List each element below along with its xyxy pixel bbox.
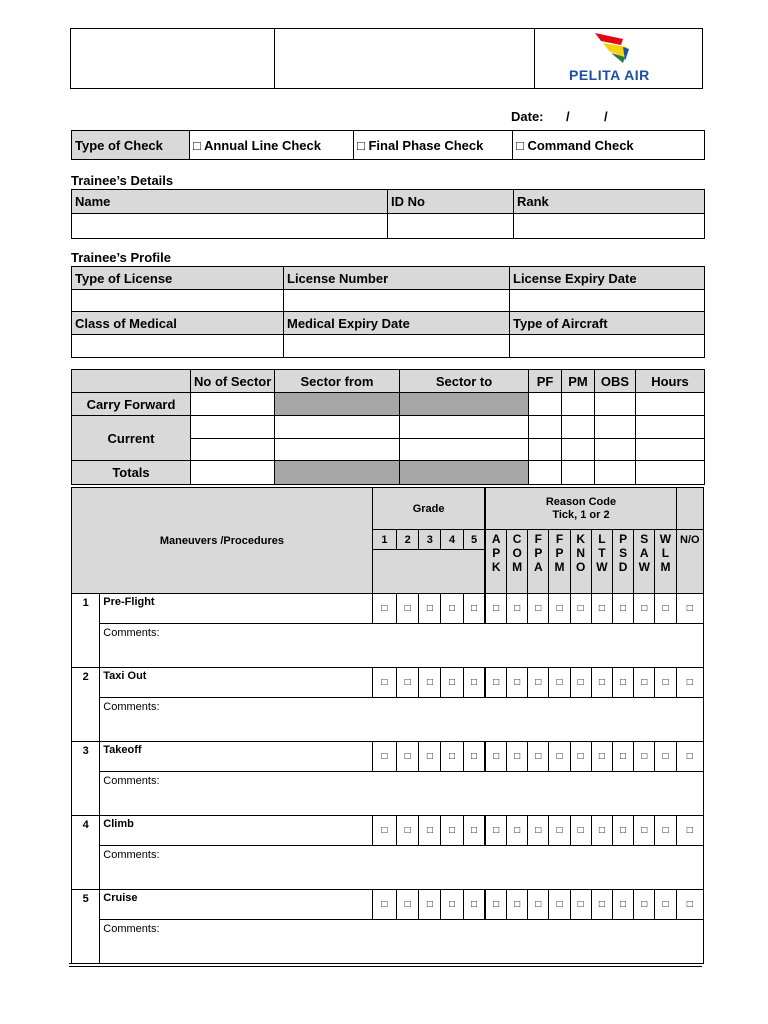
maneuver-checkbox[interactable]: □ bbox=[591, 668, 612, 698]
tot-pf[interactable] bbox=[529, 461, 562, 485]
cf-sector-from-shaded bbox=[275, 393, 400, 416]
comments-field[interactable]: Comments: bbox=[100, 846, 704, 890]
header-class-of-medical: Class of Medical bbox=[72, 312, 284, 335]
trainee-profile-table bbox=[71, 266, 705, 358]
reason-code-letter: F bbox=[555, 532, 564, 546]
maneuver-checkbox[interactable]: □ bbox=[676, 742, 703, 772]
maneuver-checkbox[interactable]: □ bbox=[549, 890, 570, 920]
maneuver-checkbox[interactable]: □ bbox=[463, 594, 485, 624]
maneuver-checkbox[interactable]: □ bbox=[463, 668, 485, 698]
reason-code-letter: P bbox=[534, 546, 543, 560]
cur1-sector-from[interactable] bbox=[275, 416, 400, 439]
reason-code-letter: P bbox=[492, 546, 501, 560]
tot-no-of-sector[interactable] bbox=[191, 461, 275, 485]
maneuver-checkbox[interactable]: □ bbox=[612, 742, 633, 772]
reason-code-letter: A bbox=[533, 560, 543, 574]
maneuver-checkbox[interactable]: □ bbox=[485, 668, 506, 698]
maneuver-checkbox[interactable]: □ bbox=[485, 594, 506, 624]
maneuver-checkbox[interactable]: □ bbox=[549, 816, 570, 846]
reason-code-letter: L bbox=[661, 546, 670, 560]
maneuver-checkbox[interactable]: □ bbox=[528, 816, 549, 846]
cur1-pm[interactable] bbox=[562, 416, 595, 439]
maneuver-checkbox[interactable]: □ bbox=[676, 668, 703, 698]
cur2-pf[interactable] bbox=[529, 439, 562, 461]
maneuver-name: Taxi Out bbox=[100, 668, 373, 698]
reason-code-letter: D bbox=[618, 560, 628, 574]
maneuver-checkbox[interactable]: □ bbox=[634, 890, 655, 920]
maneuver-checkbox[interactable]: □ bbox=[397, 668, 419, 698]
sector-header-pf: PF bbox=[529, 370, 562, 393]
class-of-medical-field[interactable] bbox=[72, 335, 284, 358]
maneuver-checkbox[interactable]: □ bbox=[507, 668, 528, 698]
license-number-field[interactable] bbox=[284, 290, 510, 312]
check-option-command[interactable]: □ Command Check bbox=[513, 131, 705, 160]
reason-code-letter: F bbox=[534, 532, 542, 546]
maneuver-checkbox[interactable]: □ bbox=[612, 594, 633, 624]
grade-title: Grade bbox=[372, 488, 485, 530]
trainee-details-table bbox=[71, 189, 705, 239]
grade-3: 3 bbox=[419, 530, 441, 550]
sector-header-obs: OBS bbox=[595, 370, 636, 393]
reason-code-letter: P bbox=[619, 532, 628, 546]
grade-4: 4 bbox=[441, 530, 463, 550]
maneuver-checkbox[interactable]: □ bbox=[397, 816, 419, 846]
maneuver-checkbox[interactable]: □ bbox=[419, 594, 441, 624]
cf-no-of-sector[interactable] bbox=[191, 393, 275, 416]
header-box bbox=[70, 28, 703, 89]
date-row bbox=[511, 109, 608, 124]
cur1-pf[interactable] bbox=[529, 416, 562, 439]
maneuver-name: Climb bbox=[100, 816, 373, 846]
sector-header-hours: Hours bbox=[636, 370, 705, 393]
maneuver-checkbox[interactable]: □ bbox=[419, 668, 441, 698]
comments-field[interactable]: Comments: bbox=[100, 698, 704, 742]
header-id-no: ID No bbox=[388, 190, 514, 214]
header-medical-expiry: Medical Expiry Date bbox=[284, 312, 510, 335]
check-option-annual[interactable]: □ Annual Line Check bbox=[190, 131, 354, 160]
reason-code-letter: A bbox=[491, 532, 501, 546]
reason-code-letter: M bbox=[554, 560, 565, 574]
header-divider-1 bbox=[274, 29, 275, 88]
reason-code-letter: S bbox=[619, 546, 628, 560]
maneuver-checkbox[interactable]: □ bbox=[591, 816, 612, 846]
maneuver-checkbox[interactable]: □ bbox=[570, 594, 591, 624]
maneuver-number: 5 bbox=[72, 890, 100, 964]
maneuver-checkbox[interactable]: □ bbox=[507, 742, 528, 772]
maneuver-checkbox[interactable]: □ bbox=[612, 890, 633, 920]
maneuver-checkbox[interactable]: □ bbox=[570, 742, 591, 772]
name-field[interactable] bbox=[72, 214, 388, 239]
maneuver-checkbox[interactable]: □ bbox=[372, 742, 396, 772]
maneuver-checkbox[interactable]: □ bbox=[591, 890, 612, 920]
reason-code-letter: W bbox=[638, 560, 650, 574]
maneuver-checkbox[interactable]: □ bbox=[591, 742, 612, 772]
tot-obs[interactable] bbox=[595, 461, 636, 485]
medical-expiry-field[interactable] bbox=[284, 335, 510, 358]
cf-pm[interactable] bbox=[562, 393, 595, 416]
maneuver-checkbox[interactable]: □ bbox=[419, 742, 441, 772]
header-license-expiry: License Expiry Date bbox=[510, 267, 705, 290]
reason-code-letter: M bbox=[512, 560, 523, 574]
date-sep-2: / bbox=[604, 109, 608, 124]
maneuver-number: 4 bbox=[72, 816, 100, 890]
type-of-aircraft-field[interactable] bbox=[510, 335, 705, 358]
cf-hours[interactable] bbox=[636, 393, 705, 416]
sector-header-no-of-sector: No of Sector bbox=[191, 370, 275, 393]
cur1-no-of-sector[interactable] bbox=[191, 416, 275, 439]
maneuver-checkbox[interactable]: □ bbox=[372, 816, 396, 846]
reason-code-letter: T bbox=[598, 546, 606, 560]
footer-rule bbox=[69, 963, 702, 964]
maneuver-checkbox[interactable]: □ bbox=[485, 890, 506, 920]
maneuver-number: 2 bbox=[72, 668, 100, 742]
cf-obs[interactable] bbox=[595, 393, 636, 416]
maneuver-checkbox[interactable]: □ bbox=[507, 816, 528, 846]
reason-code-letter: K bbox=[491, 560, 501, 574]
maneuver-checkbox[interactable]: □ bbox=[397, 742, 419, 772]
maneuver-checkbox[interactable]: □ bbox=[612, 668, 633, 698]
maneuver-checkbox[interactable]: □ bbox=[676, 816, 703, 846]
sectors-table bbox=[71, 369, 705, 485]
reason-code-letter: O bbox=[512, 546, 522, 560]
maneuver-checkbox[interactable]: □ bbox=[507, 890, 528, 920]
maneuver-checkbox[interactable]: □ bbox=[634, 742, 655, 772]
maneuver-checkbox[interactable]: □ bbox=[549, 668, 570, 698]
maneuver-checkbox[interactable]: □ bbox=[485, 742, 506, 772]
cur2-hours[interactable] bbox=[636, 439, 705, 461]
maneuver-checkbox[interactable]: □ bbox=[570, 890, 591, 920]
maneuver-name: Pre-Flight bbox=[100, 594, 373, 624]
header-type-of-license: Type of License bbox=[72, 267, 284, 290]
comments-field[interactable]: Comments: bbox=[100, 772, 704, 816]
maneuver-name: Takeoff bbox=[100, 742, 373, 772]
logo-mark-icon bbox=[561, 31, 681, 65]
maneuver-checkbox[interactable]: □ bbox=[463, 890, 485, 920]
row-carry-forward: Carry Forward bbox=[72, 393, 191, 416]
header-license-number: License Number bbox=[284, 267, 510, 290]
sector-header-from: Sector from bbox=[275, 370, 400, 393]
maneuver-checkbox[interactable]: □ bbox=[441, 742, 463, 772]
reason-code-letter: K bbox=[576, 532, 586, 546]
maneuver-checkbox[interactable]: □ bbox=[676, 594, 703, 624]
maneuver-checkbox[interactable]: □ bbox=[528, 890, 549, 920]
reason-code-com bbox=[507, 530, 528, 594]
date-label: Date: bbox=[511, 109, 544, 124]
reason-code-wlm bbox=[655, 530, 676, 594]
type-of-license-field[interactable] bbox=[72, 290, 284, 312]
maneuver-checkbox[interactable]: □ bbox=[397, 890, 419, 920]
maneuver-checkbox[interactable]: □ bbox=[441, 890, 463, 920]
maneuver-checkbox[interactable]: □ bbox=[528, 594, 549, 624]
sector-header-pm: PM bbox=[562, 370, 595, 393]
maneuver-checkbox[interactable]: □ bbox=[485, 816, 506, 846]
license-expiry-field[interactable] bbox=[510, 290, 705, 312]
maneuver-checkbox[interactable]: □ bbox=[463, 816, 485, 846]
header-rank: Rank bbox=[514, 190, 705, 214]
maneuver-number: 1 bbox=[72, 594, 100, 668]
reason-code-letter: M bbox=[660, 560, 671, 574]
cur2-sector-to[interactable] bbox=[400, 439, 529, 461]
maneuver-checkbox[interactable]: □ bbox=[591, 594, 612, 624]
maneuver-checkbox[interactable]: □ bbox=[634, 668, 655, 698]
cur2-no-of-sector[interactable] bbox=[191, 439, 275, 461]
reason-code-letter: O bbox=[576, 560, 586, 574]
maneuvers-table bbox=[71, 487, 704, 964]
maneuver-checkbox[interactable]: □ bbox=[612, 816, 633, 846]
reason-code-saw bbox=[634, 530, 655, 594]
grade-5: 5 bbox=[463, 530, 485, 550]
maneuver-number: 3 bbox=[72, 742, 100, 816]
comments-field[interactable]: Comments: bbox=[100, 624, 704, 668]
maneuver-checkbox[interactable]: □ bbox=[528, 742, 549, 772]
grade-blank bbox=[372, 550, 485, 594]
cf-sector-to-shaded bbox=[400, 393, 529, 416]
maneuver-checkbox[interactable]: □ bbox=[549, 594, 570, 624]
maneuver-checkbox[interactable]: □ bbox=[676, 890, 703, 920]
maneuvers-title: Maneuvers /Procedures bbox=[72, 488, 373, 594]
row-current: Current bbox=[72, 416, 191, 461]
reason-code-letter: P bbox=[555, 546, 564, 560]
maneuver-checkbox[interactable]: □ bbox=[372, 890, 396, 920]
reason-code-sub: Tick, 1 or 2 bbox=[552, 508, 610, 521]
rank-field[interactable] bbox=[514, 214, 705, 239]
no-header-top bbox=[676, 488, 703, 530]
maneuver-checkbox[interactable]: □ bbox=[372, 668, 396, 698]
maneuver-checkbox[interactable]: □ bbox=[570, 816, 591, 846]
reason-code-ltw bbox=[591, 530, 612, 594]
reason-code-title bbox=[485, 488, 676, 530]
header-name: Name bbox=[72, 190, 388, 214]
reason-code-letter: W bbox=[596, 560, 608, 574]
maneuver-checkbox[interactable]: □ bbox=[372, 594, 396, 624]
reason-code-kno bbox=[570, 530, 591, 594]
row-totals: Totals bbox=[72, 461, 191, 485]
reason-code-letter: W bbox=[659, 532, 672, 546]
maneuver-checkbox[interactable]: □ bbox=[441, 668, 463, 698]
maneuver-checkbox[interactable]: □ bbox=[441, 816, 463, 846]
maneuver-checkbox[interactable]: □ bbox=[419, 816, 441, 846]
tot-hours[interactable] bbox=[636, 461, 705, 485]
tot-pm[interactable] bbox=[562, 461, 595, 485]
header-type-of-aircraft: Type of Aircraft bbox=[510, 312, 705, 335]
reason-code-letter: C bbox=[512, 532, 522, 546]
maneuver-checkbox[interactable]: □ bbox=[507, 594, 528, 624]
reason-code-apk bbox=[485, 530, 506, 594]
maneuver-checkbox[interactable]: □ bbox=[419, 890, 441, 920]
tot-sector-from-shaded bbox=[275, 461, 400, 485]
check-option-final-phase[interactable]: □ Final Phase Check bbox=[354, 131, 513, 160]
maneuver-checkbox[interactable]: □ bbox=[397, 594, 419, 624]
comments-field[interactable]: Comments: bbox=[100, 920, 704, 964]
reason-code-psd bbox=[612, 530, 633, 594]
reason-code-fpa bbox=[528, 530, 549, 594]
maneuver-checkbox[interactable]: □ bbox=[634, 594, 655, 624]
grade-2: 2 bbox=[397, 530, 419, 550]
maneuver-checkbox[interactable]: □ bbox=[634, 816, 655, 846]
maneuver-checkbox[interactable]: □ bbox=[655, 668, 676, 698]
maneuver-checkbox[interactable]: □ bbox=[655, 816, 676, 846]
grade-1: 1 bbox=[372, 530, 396, 550]
maneuver-checkbox[interactable]: □ bbox=[655, 890, 676, 920]
reason-code-letter: L bbox=[598, 532, 606, 546]
maneuver-checkbox[interactable]: □ bbox=[463, 742, 485, 772]
maneuver-checkbox[interactable]: □ bbox=[570, 668, 591, 698]
logo-text: PELITA AIR bbox=[569, 67, 650, 83]
no-header: N/O bbox=[676, 530, 703, 594]
maneuver-checkbox[interactable]: □ bbox=[528, 668, 549, 698]
cf-pf[interactable] bbox=[529, 393, 562, 416]
logo bbox=[561, 31, 681, 87]
reason-code-label: Reason Code bbox=[545, 495, 617, 508]
type-of-check-label: Type of Check bbox=[72, 131, 190, 160]
header-divider-2 bbox=[534, 29, 535, 88]
type-of-check-table bbox=[71, 130, 705, 160]
date-sep-1: / bbox=[566, 109, 570, 124]
cur2-pm[interactable] bbox=[562, 439, 595, 461]
footer-rule-2 bbox=[69, 966, 702, 967]
trainee-details-title: Trainee’s Details bbox=[71, 173, 174, 188]
cur1-obs[interactable] bbox=[595, 416, 636, 439]
reason-code-fpm bbox=[549, 530, 570, 594]
cur2-obs[interactable] bbox=[595, 439, 636, 461]
maneuver-checkbox[interactable]: □ bbox=[655, 742, 676, 772]
maneuver-name: Cruise bbox=[100, 890, 373, 920]
trainee-profile-title: Trainee’s Profile bbox=[71, 250, 171, 265]
sector-header-blank bbox=[72, 370, 191, 393]
cur2-sector-from[interactable] bbox=[275, 439, 400, 461]
maneuver-checkbox[interactable]: □ bbox=[549, 742, 570, 772]
reason-code-letter: N bbox=[576, 546, 586, 560]
maneuver-checkbox[interactable]: □ bbox=[441, 594, 463, 624]
reason-code-letter: S bbox=[640, 532, 649, 546]
cur1-sector-to[interactable] bbox=[400, 416, 529, 439]
cur1-hours[interactable] bbox=[636, 416, 705, 439]
maneuver-checkbox[interactable]: □ bbox=[655, 594, 676, 624]
reason-code-letter: A bbox=[639, 546, 649, 560]
tot-sector-to-shaded bbox=[400, 461, 529, 485]
id-no-field[interactable] bbox=[388, 214, 514, 239]
sector-header-to: Sector to bbox=[400, 370, 529, 393]
